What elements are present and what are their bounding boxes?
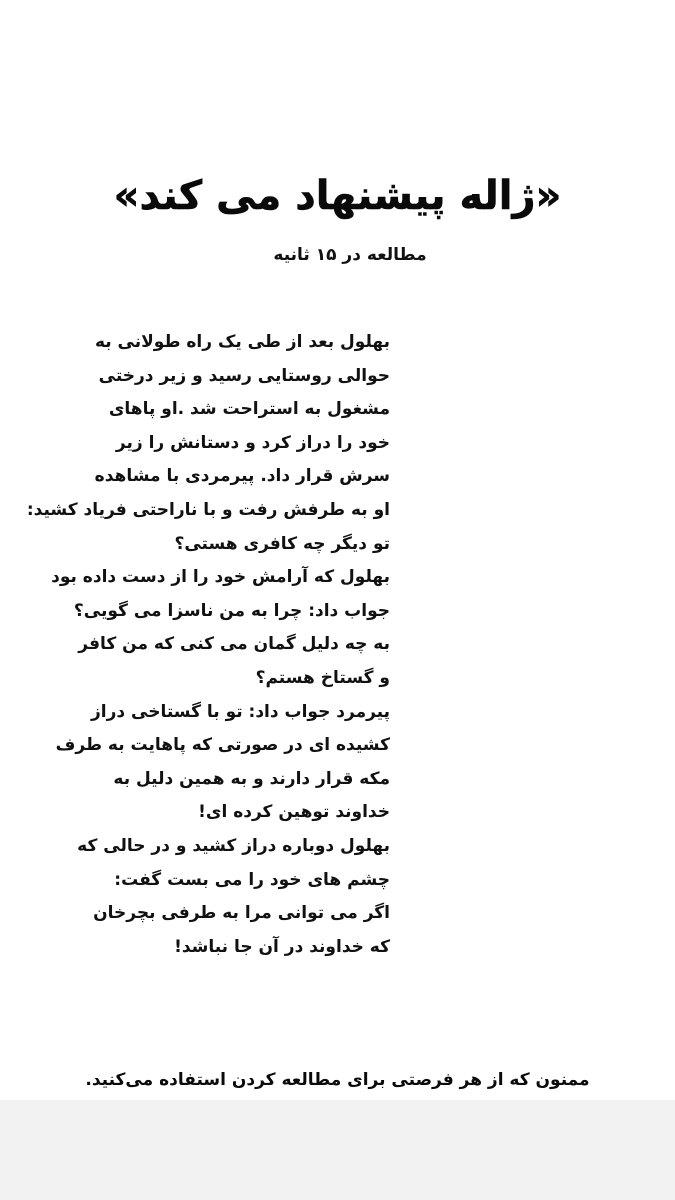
story-line: خداوند توهین کرده ای! <box>198 802 390 823</box>
footer-message: ممنون که از هر فرصتی برای مطالعه کردن استفاده می‌کنید. <box>85 1070 590 1090</box>
story-line: کشیده ای در صورتی که پاهایت به طرف <box>55 735 390 756</box>
story-line: چشم های خود را می بست گفت: <box>114 869 390 890</box>
story-line: او به طرفش رفت و با ناراحتی فریاد کشید: <box>26 499 390 520</box>
story-line: مکه قرار دارند و به همین دلیل به <box>113 768 390 789</box>
story-line: و گستاخ هستم؟ <box>255 667 390 688</box>
story-line: جواب داد: چرا به من ناسزا می گویی؟ <box>73 600 390 621</box>
story-line: بهلول بعد از طی یک راه طولانی به <box>94 332 390 352</box>
story-line: بهلول دوباره دراز کشید و در حالی که <box>77 835 390 856</box>
story-line: که خداوند در آن جا نباشد! <box>174 936 390 957</box>
page-title: «ژاله پیشنهاد می کند» <box>113 173 562 219</box>
page-subtitle: مطالعه در ۱۵ ثانیه <box>273 245 427 265</box>
story-line: تو دیگر چه کافری هستی؟ <box>174 533 390 554</box>
story-line: خود را دراز کرد و دستانش را زیر <box>115 432 390 453</box>
story-line: اگر می توانی مرا به طرفی بچرخان <box>93 903 390 924</box>
story-line: پیرمرد جواب داد: تو با گستاخی دراز <box>90 701 390 722</box>
story-line: سرش قرار داد. پیرمردی با مشاهده <box>94 466 390 487</box>
story-line: به چه دلیل گمان می کنی که من کافر <box>78 634 390 655</box>
story-line: بهلول که آرامش خود را از دست داده بود <box>51 567 390 588</box>
story-line: حوالی روستایی رسید و زیر درختی <box>98 365 390 386</box>
story-line: مشغول به استراحت شد .او پاهای <box>108 399 390 420</box>
story-text <box>10 326 390 964</box>
